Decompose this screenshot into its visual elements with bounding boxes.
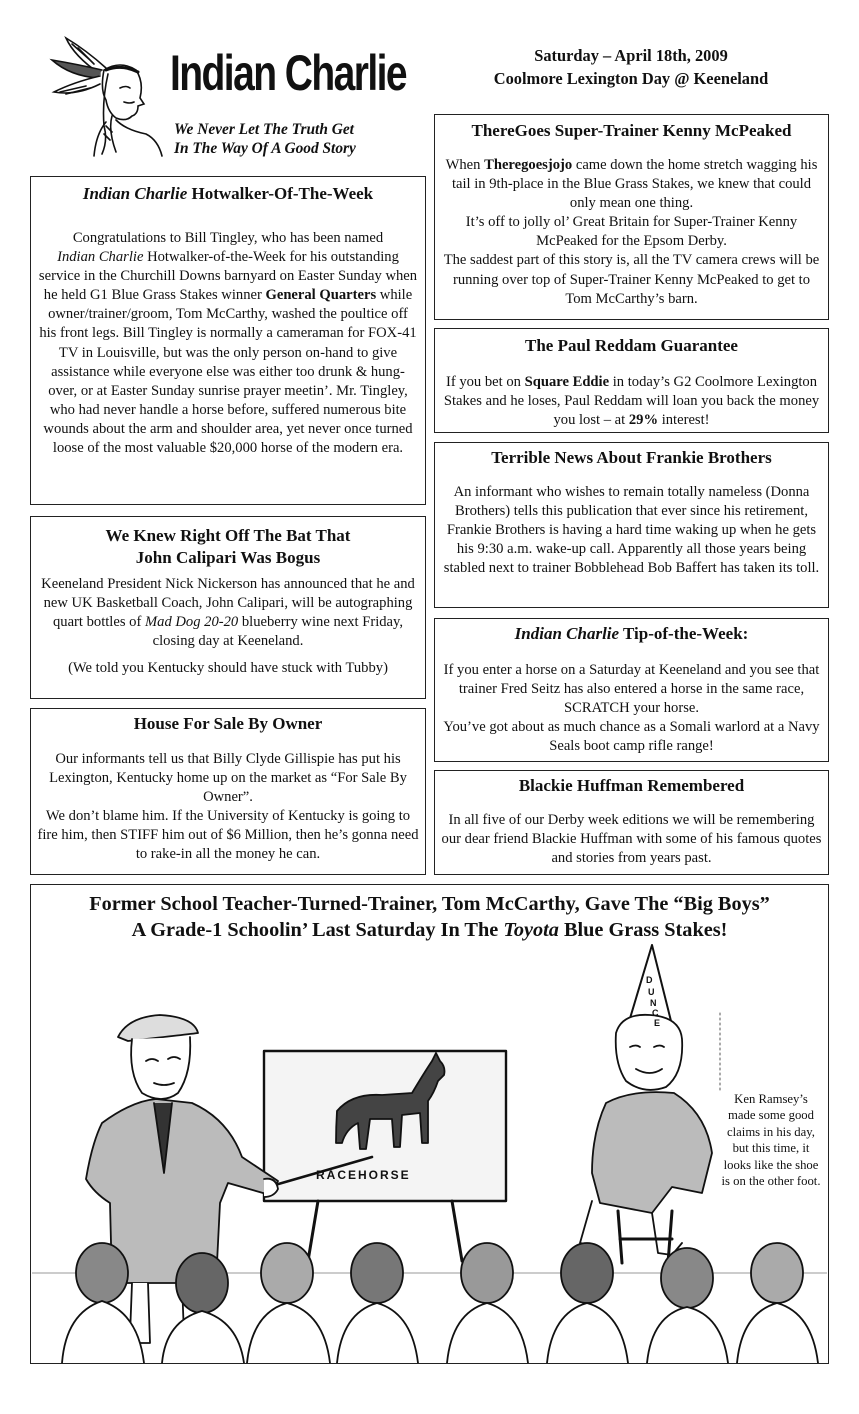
whiteboard xyxy=(264,1051,506,1261)
article-body: If you bet on Square Eddie in today’s G2 Coolmore Lexington Stakes and he loses, Paul Reddam will loan you back the money you lost – at 29% interest! xyxy=(443,374,820,429)
dunce-cap-text: N xyxy=(650,998,657,1008)
cartoon-caption: Ken Ramsey’s made some good claims in his day, but this time, it looks like the shoe is on the other foot. xyxy=(719,1091,823,1189)
cartoon-panel xyxy=(30,884,829,1364)
article-body: Our informants tell us that Billy Clyde Gillispie has put his Lexington, Kentucky home up on the market as “For Sale By Owner”. We don’t blame him. If the University of Kentucky is going to fire him, then STIFF him out of $6 Million, then he’s gonna need to rake-in all the money he can. xyxy=(37,751,419,863)
calipari-article xyxy=(30,516,426,699)
kenny-mcpeaked-article xyxy=(434,114,829,320)
article-body: Keeneland President Nick Nickerson has announced that he and new UK Basketball Coach, John Calipari, will be autographing quart bottles of Mad Dog 20-20 blueberry wine next Friday, closing day at Keeneland. (We told you Kentucky should have stuck with Tubby) xyxy=(41,576,415,677)
article-body: An informant who wishes to remain totally nameless (Donna Brothers) tells this publication that ever since his retirement, Frankie Brothers is having a hard time waking up when he gets his 9:30 a.m. wake-up call. Apparently all those years being stabled next to trainer Bobblehead Bob Baffert has taken its toll. xyxy=(443,484,820,577)
article-title: Indian Charlie Hotwalker-Of-The-Week xyxy=(82,184,374,203)
article-body: If you enter a horse on a Saturday at Keeneland and you see that trainer Fred Seitz has also entered a horse in the same race, SCRATCH your horse. You’ve got about as much chance as a Somali warlord at a Navy Seals boot camp rifle range! xyxy=(443,662,820,755)
dunce-cap-text: U xyxy=(648,987,655,997)
dunce-cap-text: E xyxy=(654,1018,661,1028)
masthead-tagline xyxy=(174,120,434,158)
hotwalker-of-the-week-article xyxy=(30,176,426,505)
article-title: ThereGoes Super-Trainer Kenny McPeaked xyxy=(471,121,792,140)
paul-reddam-article xyxy=(434,328,829,433)
tagline-line-1: We Never Let The Truth Get xyxy=(174,121,354,138)
article-body: Congratulations to Bill Tingley, who has been named Indian Charlie Hotwalker-of-the-Week for his outstanding service in the Churchill Downs barnyard on Easter Sunday when he held G1 Blue Grass Stakes winner General Quarters while owner/trainer/groom, Tom McCarthy, washed the poultice off his front legs. Bill Tingley is normally a cameraman for FOX-41 TV in Louisville, but was the only person on-hand to give assistance while everyone else was either too drunk & hung-over, or at Easter Sunday sunrise prayer meetin’. Mr. Tingley, who had never handle a horse before, suffered numerous bite wounds about the arm and shoulder area, yet never once turned loose of the most valuable $20,000 horse of the modern era. xyxy=(38,230,418,457)
house-for-sale-article xyxy=(30,708,426,875)
article-body: In all five of our Derby week editions we will be remembering our dear friend Blackie Huffman with some of his famous quotes and stories from years past. xyxy=(441,812,822,867)
tip-of-the-week-article xyxy=(434,618,829,762)
article-title: Indian Charlie Tip-of-the-Week: xyxy=(514,624,749,643)
issue-event: Coolmore Lexington Day @ Keeneland xyxy=(493,69,769,88)
article-title: House For Sale By Owner xyxy=(133,714,323,733)
frankie-brothers-article xyxy=(434,442,829,608)
classroom-cartoon-illustration xyxy=(32,943,827,1363)
article-title: The Paul Reddam Guarantee xyxy=(525,336,738,355)
cartoon-headline: Former School Teacher-Turned-Trainer, Tom McCarthy, Gave The “Big Boys” A Grade-1 Schoolin’ Last Saturday In The Toyota Blue Grass Stakes! xyxy=(89,893,770,941)
dunce-cap-text: D xyxy=(646,975,653,985)
tagline-line-2: In The Way Of A Good Story xyxy=(174,140,356,157)
article-title: Terrible News About Frankie Brothers xyxy=(491,448,772,467)
article-body: When Theregoesjojo came down the home stretch wagging his tail in 9th-place in the Blue Grass Stakes, we knew that could only mean one thing. It’s off to jolly ol’ Great Britain for Super-Trainer Kenny McPeaked for the Epsom Derby. The saddest part of this story is, all the TV camera crews will be running over top of Super-Trainer Kenny McPeaked to get to Tom McCarthy’s barn. xyxy=(443,157,820,307)
dunce-cap-text: C xyxy=(652,1008,659,1018)
masthead-title: Indian Charlie xyxy=(170,45,407,101)
issue-date-block xyxy=(440,44,822,90)
indian-chief-logo-illustration xyxy=(46,30,166,158)
article-title: We Knew Right Off The Bat That John Calipari Was Bogus xyxy=(105,526,351,567)
dunce-student-figure xyxy=(580,945,712,1263)
article-title: Blackie Huffman Remembered xyxy=(518,776,745,795)
blackie-huffman-article xyxy=(434,770,829,875)
board-label: RACEHORSE xyxy=(316,1168,411,1182)
issue-date: Saturday – April 18th, 2009 xyxy=(534,46,728,65)
